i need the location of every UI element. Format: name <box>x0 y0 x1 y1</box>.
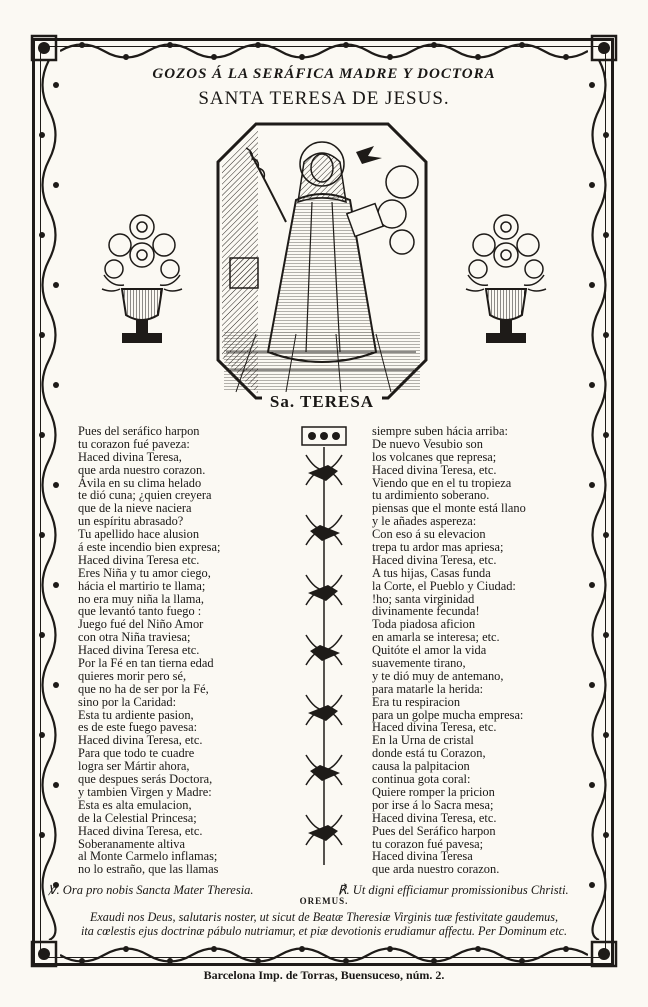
top-scroll-ornament <box>60 40 588 62</box>
verse-line: sino por la Caridad: <box>78 694 177 709</box>
verse-line: por irse á lo Sacra mesa; <box>372 797 494 812</box>
saint-teresa-engraving <box>216 122 428 400</box>
verse-line: Quiere romper la pricion <box>372 784 495 799</box>
verse-line: Haced divina Teresa, etc. <box>372 552 497 567</box>
verse-line: Toda piadosa aficion <box>372 617 476 632</box>
verse-line: que de la nieve naciera <box>78 501 192 516</box>
verse-line: Esta es alta emulacion, <box>78 797 192 812</box>
corner-ornament-bottom-right <box>590 940 618 968</box>
verse-line: tu ardimiento soberano. <box>372 488 490 503</box>
bottom-scroll-ornament <box>60 944 588 966</box>
verse-line: Haced divina Teresa, etc. <box>78 733 203 748</box>
right-scroll-ornament <box>586 60 612 940</box>
corner-ornament-top-right <box>590 34 618 62</box>
corner-ornament-top-left <box>30 34 58 62</box>
verse-line: es de este fuego pavesa: <box>78 720 198 735</box>
verse-line: para un golpe mucha empresa: <box>372 707 524 722</box>
verse-line: En la Urna de cristal <box>372 733 474 748</box>
verse-line: logra ser Mártir ahora, <box>78 759 190 774</box>
versicle: ℣. Ora pro nobis Sancta Mater Theresia. <box>48 883 254 897</box>
verse-line: Eres Niña y tu amor ciego, <box>78 565 211 580</box>
verse-line: al Monte Carmelo inflamas; <box>78 849 218 864</box>
verse-line: Esta tu ardiente pasion, <box>78 707 194 722</box>
prayer-line-1: Exaudi nos Deus, salutaris noster, ut sicut de Beatæ Theresiæ Virginis tuæ festivitate gaudemus, <box>89 910 559 924</box>
verse-line: A tus hijas, Casas funda <box>372 565 491 580</box>
verse-line: los volcanes que represa; <box>372 449 497 464</box>
verse-line: la Corte, el Pueblo y Ciudad: <box>372 578 516 593</box>
verse-line: que arda nuestro corazon. <box>372 862 500 877</box>
verse-line: no era muy niña la llama, <box>78 591 204 606</box>
verse-line: un espíritu abrasado? <box>78 514 184 529</box>
verse-line: !ho; santa virginidad <box>372 591 475 606</box>
verse-line: Quitóte el amor la vida <box>372 643 487 658</box>
title-line-2: SANTA TERESA DE JESUS. <box>198 88 450 109</box>
verse-line: trepa tu ardor mas apriesa; <box>372 540 504 555</box>
verse-line: hácia el martirio te llama; <box>78 578 206 593</box>
verse-line: siempre suben hácia arriba: <box>372 424 508 438</box>
verse-line: continua gota coral: <box>372 772 471 787</box>
verse-line: en amarla se interesa; etc. <box>372 630 500 645</box>
verse-line: á este incendio bien expresa; <box>78 540 221 555</box>
response: ℟. Ut digni efficiamur promissionibus Christi. <box>338 883 569 897</box>
verse-line: que levantó tanto fuego : <box>78 604 202 619</box>
verse-line: donde está tu Corazon, <box>372 746 486 761</box>
verse-line: Juego fué del Niño Amor <box>78 617 204 632</box>
prayer-line-2: ita cœlestis ejus doctrinæ pábulo nutriamur, et piæ devotionis erudiamur affectu. Per Dominum etc. <box>80 924 568 938</box>
oremus-heading: OREMUS. <box>299 896 349 906</box>
verse-line: Haced divina Teresa, <box>78 449 182 464</box>
verse-line: Para que todo te cuadre <box>78 746 195 761</box>
verse-line: tu corazon fué paveza: <box>78 436 190 451</box>
verse-line: que despues serás Doctora, <box>78 772 213 787</box>
verse-line: quieres morir pero sé, <box>78 668 187 683</box>
left-scroll-ornament <box>36 60 62 940</box>
verse-line: Pues del Seráfico harpon <box>372 823 496 838</box>
verse-line: que no ha de ser por la Fé, <box>78 681 209 696</box>
verse-line: Haced divina Teresa <box>372 849 473 864</box>
verse-line: y te dió muy de antemano, <box>372 668 504 683</box>
verse-line: tu corazon fué pavesa; <box>372 836 484 851</box>
verse-line: De nuevo Vesubio son <box>372 436 483 451</box>
verses-right-column <box>372 425 526 876</box>
verse-line: piensas que el monte está llano <box>372 501 526 516</box>
verse-line: para matarle la herida: <box>372 681 484 696</box>
verse-line: de la Celestial Princesa; <box>78 810 197 825</box>
printer-imprint: Barcelona Imp. de Torras, Buensuceso, núm. 2. <box>203 968 445 982</box>
verses-left-column <box>78 425 220 876</box>
verse-line: suavemente tirano, <box>372 656 466 671</box>
verse-line: Pues del seráfico harpon <box>78 424 200 438</box>
verse-line: Soberanamente altiva <box>78 836 185 851</box>
verse-line: Era tu respiracion <box>372 694 461 709</box>
verse-line: Por la Fé en tan tierna edad <box>78 656 214 671</box>
title-line-1: GOZOS Á LA SERÁFICA MADRE Y DOCTORA <box>152 66 496 82</box>
verse-line: con otra Niña traviesa; <box>78 630 191 645</box>
verse-line: Ávila en su clima helado <box>78 475 202 490</box>
verse-line: Haced divina Teresa, etc. <box>372 720 497 735</box>
verse-line: causa la palpitacion <box>372 759 470 774</box>
verse-line: que arda nuestro corazon. <box>78 462 206 477</box>
corner-ornament-bottom-left <box>30 940 58 968</box>
central-ornament-strip <box>298 425 350 870</box>
verse-line: te dió cuna; ¿quien creyera <box>78 488 212 503</box>
verse-line: y le añades aspereza: <box>372 514 477 529</box>
verse-line: Haced divina Teresa etc. <box>78 643 200 658</box>
saint-name-label: Sa. TERESA <box>262 392 382 412</box>
verse-line: no lo estraño, que las llamas <box>78 862 219 877</box>
verse-line: Con eso á su elevacion <box>372 527 486 542</box>
verse-line: Haced divina Teresa, etc. <box>78 823 203 838</box>
verse-line: Viendo que en el tu tropieza <box>372 475 512 490</box>
verse-line: divinamente fecunda! <box>372 604 480 619</box>
flower-vase-right <box>458 205 554 350</box>
flower-vase-left <box>94 205 190 350</box>
verse-line: y tambien Virgen y Madre: <box>78 784 212 799</box>
verse-line: Haced divina Teresa, etc. <box>372 810 497 825</box>
verse-line: Haced divina Teresa, etc. <box>372 462 497 477</box>
verse-line: Haced divina Teresa etc. <box>78 552 200 567</box>
verse-line: Tu apellido hace alusion <box>78 527 200 542</box>
